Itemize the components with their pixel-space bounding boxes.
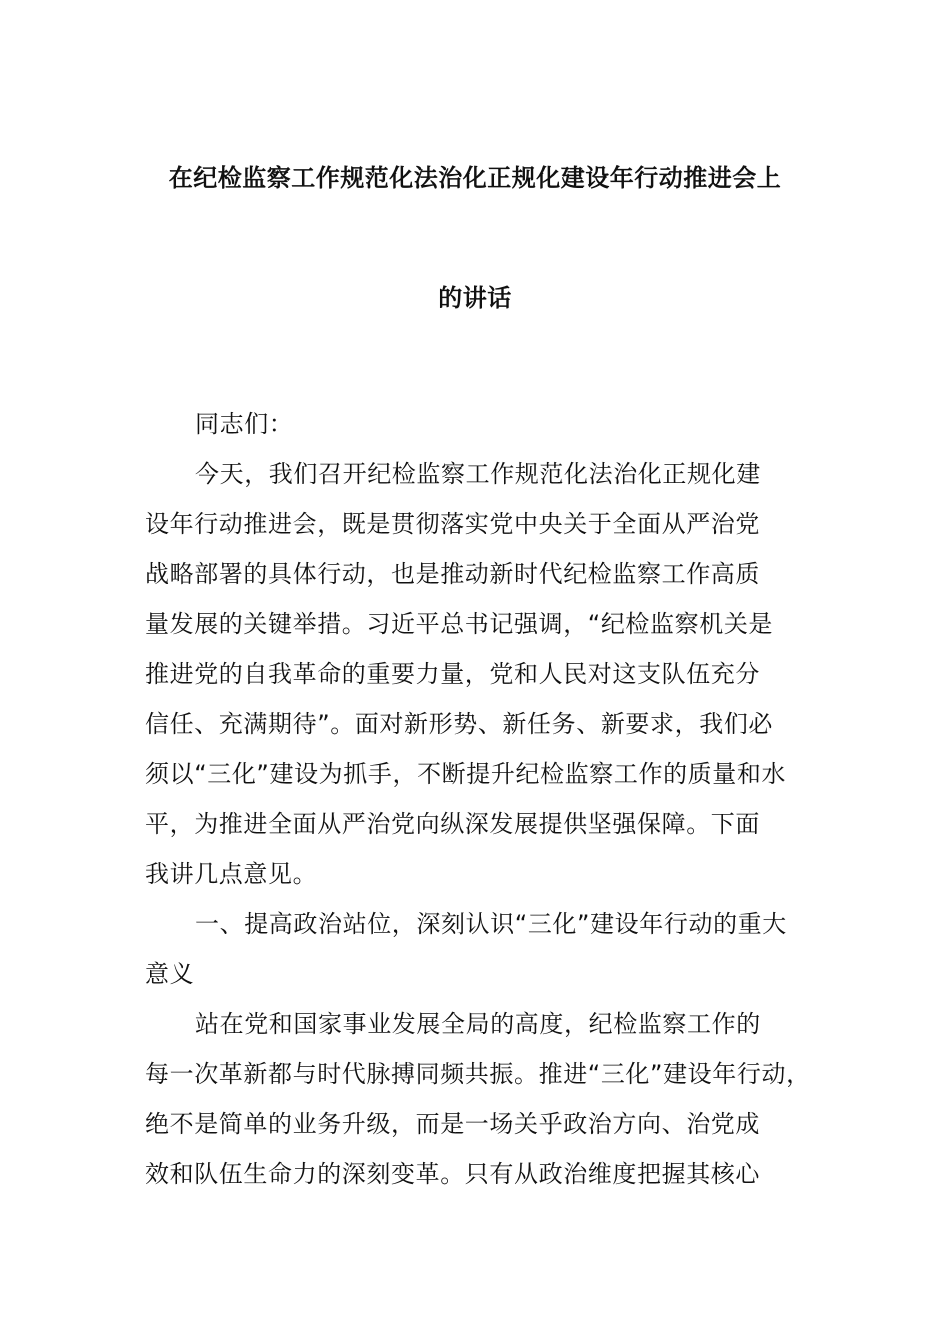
paragraph-line: 战略部署的具体行动，也是推动新时代纪检监察工作高质: [145, 560, 760, 588]
section-heading-line: 一、提高政治站位，深刻认识“三化”建设年行动的重大: [195, 910, 787, 938]
paragraph-line: 效和队伍生命力的深刻变革。只有从政治维度把握其核心: [145, 1160, 760, 1188]
document-title-line-1: 在纪检监察工作规范化法治化正规化建设年行动推进会上: [168, 164, 782, 192]
paragraph-line: 每一次革新都与时代脉搏同频共振。推进“三化”建设年行动，: [145, 1060, 811, 1088]
paragraph-line: 我讲几点意见。: [145, 860, 318, 888]
paragraph-line: 站在党和国家事业发展全局的高度，纪检监察工作的: [195, 1010, 761, 1038]
paragraph-line: 绝不是简单的业务升级，而是一场关乎政治方向、治党成: [145, 1110, 760, 1138]
paragraph-line: 须以“三化”建设为抓手，不断提升纪检监察工作的质量和水: [145, 760, 787, 788]
salutation: 同志们：: [195, 410, 294, 438]
paragraph-line: 量发展的关键举措。习近平总书记强调，“纪检监察机关是: [145, 610, 774, 638]
document-body: [145, 399, 810, 1199]
paragraph-line: 平，为推进全面从严治党向纵深发展提供坚强保障。下面: [145, 810, 760, 838]
section-heading-line: 意义: [145, 960, 195, 988]
paragraph-line: 推进党的自我革命的重要力量，党和人民对这支队伍充分: [145, 660, 760, 688]
paragraph-line: 信任、充满期待”。面对新形势、新任务、新要求，我们必: [145, 710, 774, 738]
paragraph-line: 设年行动推进会，既是贯彻落实党中央关于全面从严治党: [145, 510, 760, 538]
document-title-line-2: 的讲话: [438, 284, 512, 312]
paragraph-line: 今天，我们召开纪检监察工作规范化法治化正规化建: [195, 460, 761, 488]
